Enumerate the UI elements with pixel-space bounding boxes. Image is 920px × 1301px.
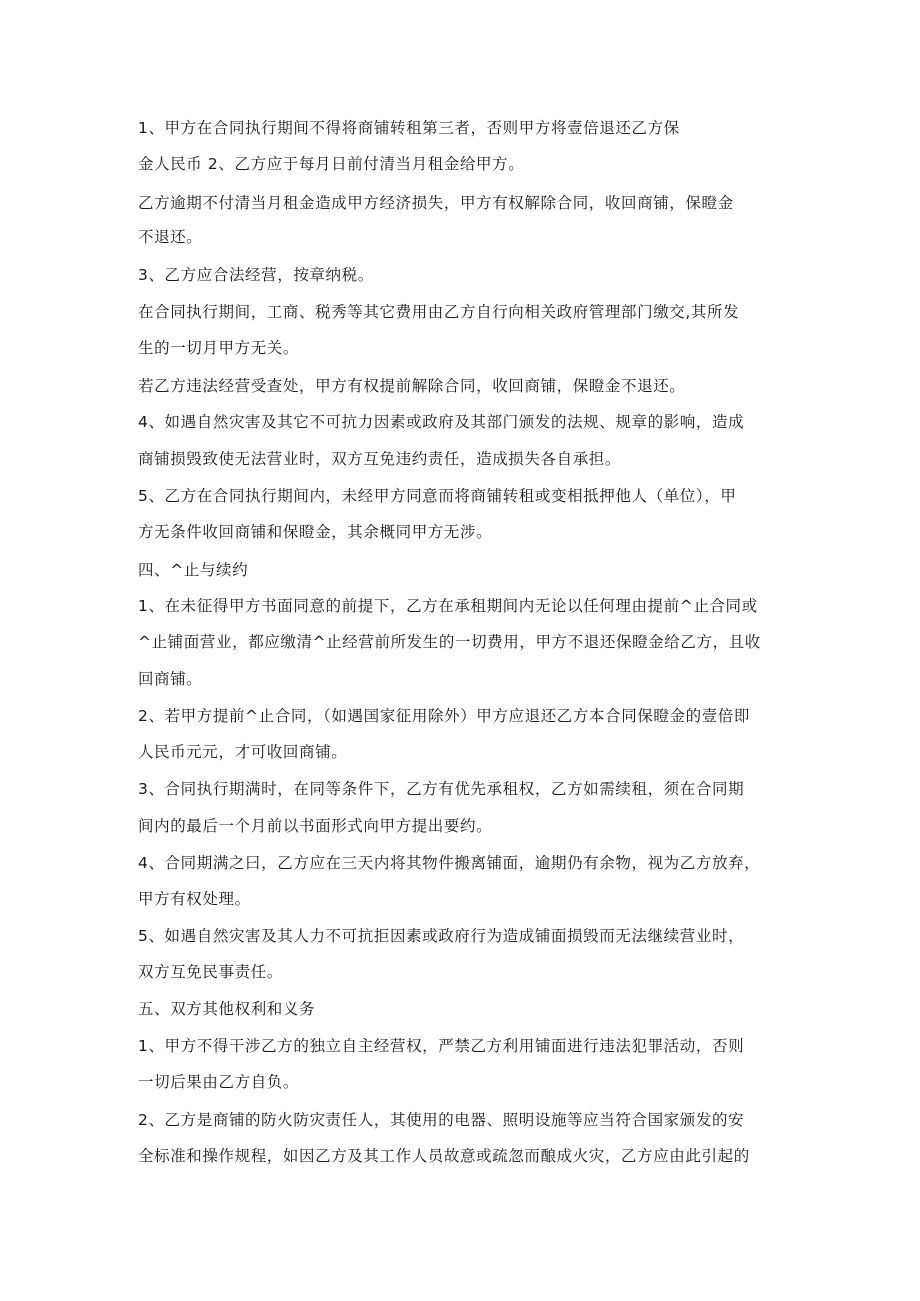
text-line: 1、甲方在合同执行期间不得将商铺转租第三者，否则甲方将壹倍退还乙方保	[138, 119, 680, 137]
text-line: 2、若甲方提前^止合同，（如遇国家征用除外）甲方应退还乙方本合同保瞪金的壹倍即	[138, 707, 751, 725]
text-line: 若乙方违法经营受查处，甲方有权提前解除合同，收回商铺，保瞪金不退还。	[138, 377, 686, 395]
text-line: 金人民币 2、乙方应于每月日前付清当月租金给甲方。	[138, 155, 525, 173]
text-line: 商铺损毁致使无法营业时，双方互免违约责任，造成损失各自承担。	[138, 450, 622, 468]
text-line: 3、合同执行期满时，在同等条件下，乙方有优先承租权，乙方如需续租，须在合同期	[138, 780, 745, 798]
text-line: 回商铺。	[138, 670, 203, 688]
text-line: 乙方逾期不付清当月租金造成甲方经济损失，甲方有权解除合同，收回商铺，保瞪金	[138, 194, 734, 212]
text-line: 在合同执行期间，工商、税秀等其它费用由乙方自行向相关政府管理部门缴交,其所发	[138, 303, 740, 321]
text-line: 4、如遇自然灾害及其它不可抗力因素或政府及其部门颁发的法规、规章的影响，造成	[138, 413, 745, 431]
text-line: 5、如遇自然灾害及其人力不可抗拒因素或政府行为造成铺面损毁而无法继续营业时，	[138, 927, 745, 945]
text-line: 5、乙方在合同执行期间内，未经甲方同意而将商铺转租或变相抵押他人（单位），甲	[138, 487, 737, 505]
section-heading: 四、^止与续约	[138, 561, 249, 579]
text-line: 2、乙方是商铺的防火防灾责任人，其使用的电器、照明设施等应当符合国家颁发的安	[138, 1111, 745, 1129]
text-line: 双方互免民事责任。	[138, 963, 283, 981]
text-line: 甲方有权处理。	[138, 890, 251, 908]
text-line: 人民币元元，才可收回商铺。	[138, 743, 348, 761]
text-line: 全标准和操作规程，如因乙方及其工作人员故意或疏忽而酿成火灾，乙方应由此引起的	[138, 1147, 750, 1165]
text-line: 1、在未征得甲方书面同意的前提下，乙方在承租期间内无论以任何理由提前^止合同或	[138, 597, 758, 615]
text-line: 方无条件收回商铺和保瞪金，其余概同甲方无涉。	[138, 523, 493, 541]
text-line: 生的一切月甲方无关。	[138, 339, 300, 357]
text-line: 不退还。	[138, 228, 203, 246]
section-heading: 五、双方其他权利和义务	[138, 1000, 316, 1018]
text-line: 一切后果由乙方自负。	[138, 1073, 300, 1091]
text-line: 3、乙方应合法经营，按章纳税。	[138, 266, 374, 284]
text-line: 4、合同期满之曰，乙方应在三天内将其物件搬离铺面，逾期仍有余物，视为乙方放弃，	[138, 854, 761, 872]
text-line: 间内的最后一个月前以书面形式向甲方提出要约。	[138, 817, 493, 835]
text-line: 1、甲方不得干涉乙方的独立自主经营权，严禁乙方利用铺面进行违法犯罪活动，否则	[138, 1037, 745, 1055]
text-line: ^止铺面营业，都应缴清^止经营前所发生的一切费用，甲方不退还保瞪金给乙方，且收	[138, 633, 761, 651]
